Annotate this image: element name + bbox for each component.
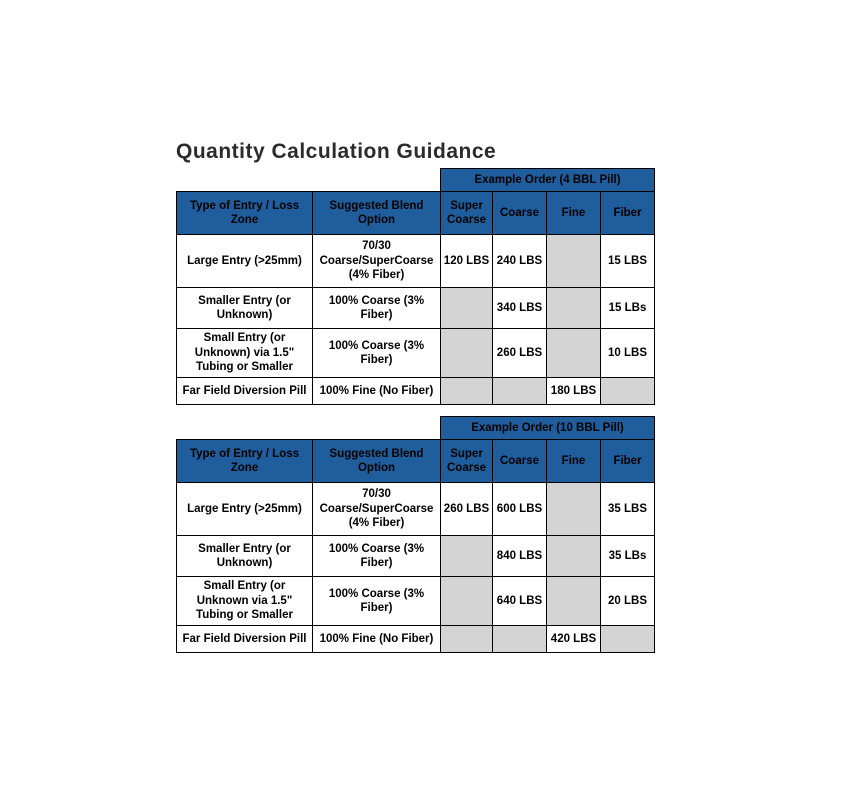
cell-blend: 70/30 Coarse/SuperCoarse (4% Fiber) bbox=[313, 235, 441, 288]
column-header-fiber: Fiber bbox=[601, 192, 655, 235]
cell-type: Large Entry (>25mm) bbox=[177, 483, 313, 536]
cell-fiber: 10 LBS bbox=[601, 329, 655, 378]
cell-fine: 420 LBS bbox=[547, 626, 601, 653]
table-row bbox=[177, 577, 655, 626]
cell-super-coarse bbox=[441, 577, 493, 626]
cell-coarse bbox=[493, 378, 547, 405]
cell-blend: 100% Fine (No Fiber) bbox=[313, 378, 441, 405]
column-header-coarse: Coarse bbox=[493, 440, 547, 483]
cell-fiber: 15 LBs bbox=[601, 288, 655, 329]
cell-blend: 100% Coarse (3% Fiber) bbox=[313, 536, 441, 577]
cell-type: Smaller Entry (or Unknown) bbox=[177, 288, 313, 329]
cell-fine bbox=[547, 577, 601, 626]
cell-fiber: 15 LBS bbox=[601, 235, 655, 288]
cell-coarse: 260 LBS bbox=[493, 329, 547, 378]
cell-super-coarse bbox=[441, 536, 493, 577]
cell-fiber: 20 LBS bbox=[601, 577, 655, 626]
cell-type: Large Entry (>25mm) bbox=[177, 235, 313, 288]
quantity-guidance-table-10bbl bbox=[176, 416, 655, 653]
cell-super-coarse bbox=[441, 626, 493, 653]
cell-super-coarse bbox=[441, 329, 493, 378]
cell-coarse: 640 LBS bbox=[493, 577, 547, 626]
cell-fine bbox=[547, 288, 601, 329]
cell-fine bbox=[547, 235, 601, 288]
column-header-fine: Fine bbox=[547, 440, 601, 483]
example-order-banner: Example Order (10 BBL Pill) bbox=[441, 417, 655, 440]
table-10bbl-container bbox=[176, 416, 655, 653]
column-header-super-coarse: Super Coarse bbox=[441, 192, 493, 235]
cell-fine bbox=[547, 329, 601, 378]
cell-super-coarse bbox=[441, 378, 493, 405]
cell-coarse bbox=[493, 626, 547, 653]
cell-fiber bbox=[601, 378, 655, 405]
cell-fiber bbox=[601, 626, 655, 653]
table-4bbl-container bbox=[176, 168, 655, 405]
table-row bbox=[177, 329, 655, 378]
cell-fine: 180 LBS bbox=[547, 378, 601, 405]
banner-spacer bbox=[177, 169, 441, 192]
cell-type: Far Field Diversion Pill bbox=[177, 378, 313, 405]
example-order-banner: Example Order (4 BBL Pill) bbox=[441, 169, 655, 192]
column-header-super-coarse: Super Coarse bbox=[441, 440, 493, 483]
table-header-row bbox=[177, 192, 655, 235]
column-header-type: Type of Entry / Loss Zone bbox=[177, 440, 313, 483]
cell-coarse: 600 LBS bbox=[493, 483, 547, 536]
cell-fiber: 35 LBS bbox=[601, 483, 655, 536]
cell-blend: 100% Coarse (3% Fiber) bbox=[313, 577, 441, 626]
cell-coarse: 340 LBS bbox=[493, 288, 547, 329]
cell-blend: 100% Coarse (3% Fiber) bbox=[313, 288, 441, 329]
table-row bbox=[177, 536, 655, 577]
cell-blend: 100% Coarse (3% Fiber) bbox=[313, 329, 441, 378]
table-row bbox=[177, 483, 655, 536]
column-header-blend: Suggested Blend Option bbox=[313, 192, 441, 235]
cell-fine bbox=[547, 536, 601, 577]
cell-type: Smaller Entry (or Unknown) bbox=[177, 536, 313, 577]
column-header-fiber: Fiber bbox=[601, 440, 655, 483]
cell-coarse: 840 LBS bbox=[493, 536, 547, 577]
table-row bbox=[177, 288, 655, 329]
cell-super-coarse bbox=[441, 288, 493, 329]
banner-spacer bbox=[177, 417, 441, 440]
table-banner-row bbox=[177, 417, 655, 440]
cell-super-coarse: 120 LBS bbox=[441, 235, 493, 288]
cell-type: Small Entry (or Unknown) via 1.5" Tubing or Smaller bbox=[177, 329, 313, 378]
cell-fiber: 35 LBs bbox=[601, 536, 655, 577]
cell-super-coarse: 260 LBS bbox=[441, 483, 493, 536]
table-row bbox=[177, 378, 655, 405]
cell-type: Far Field Diversion Pill bbox=[177, 626, 313, 653]
table-banner-row bbox=[177, 169, 655, 192]
table-row bbox=[177, 626, 655, 653]
page-title: Quantity Calculation Guidance bbox=[176, 140, 497, 163]
table-header-row bbox=[177, 440, 655, 483]
cell-blend: 70/30 Coarse/SuperCoarse (4% Fiber) bbox=[313, 483, 441, 536]
cell-coarse: 240 LBS bbox=[493, 235, 547, 288]
cell-type: Small Entry (or Unknown via 1.5" Tubing or Smaller bbox=[177, 577, 313, 626]
cell-fine bbox=[547, 483, 601, 536]
cell-blend: 100% Fine (No Fiber) bbox=[313, 626, 441, 653]
column-header-coarse: Coarse bbox=[493, 192, 547, 235]
column-header-blend: Suggested Blend Option bbox=[313, 440, 441, 483]
table-row bbox=[177, 235, 655, 288]
column-header-fine: Fine bbox=[547, 192, 601, 235]
quantity-guidance-table-4bbl bbox=[176, 168, 655, 405]
column-header-type: Type of Entry / Loss Zone bbox=[177, 192, 313, 235]
